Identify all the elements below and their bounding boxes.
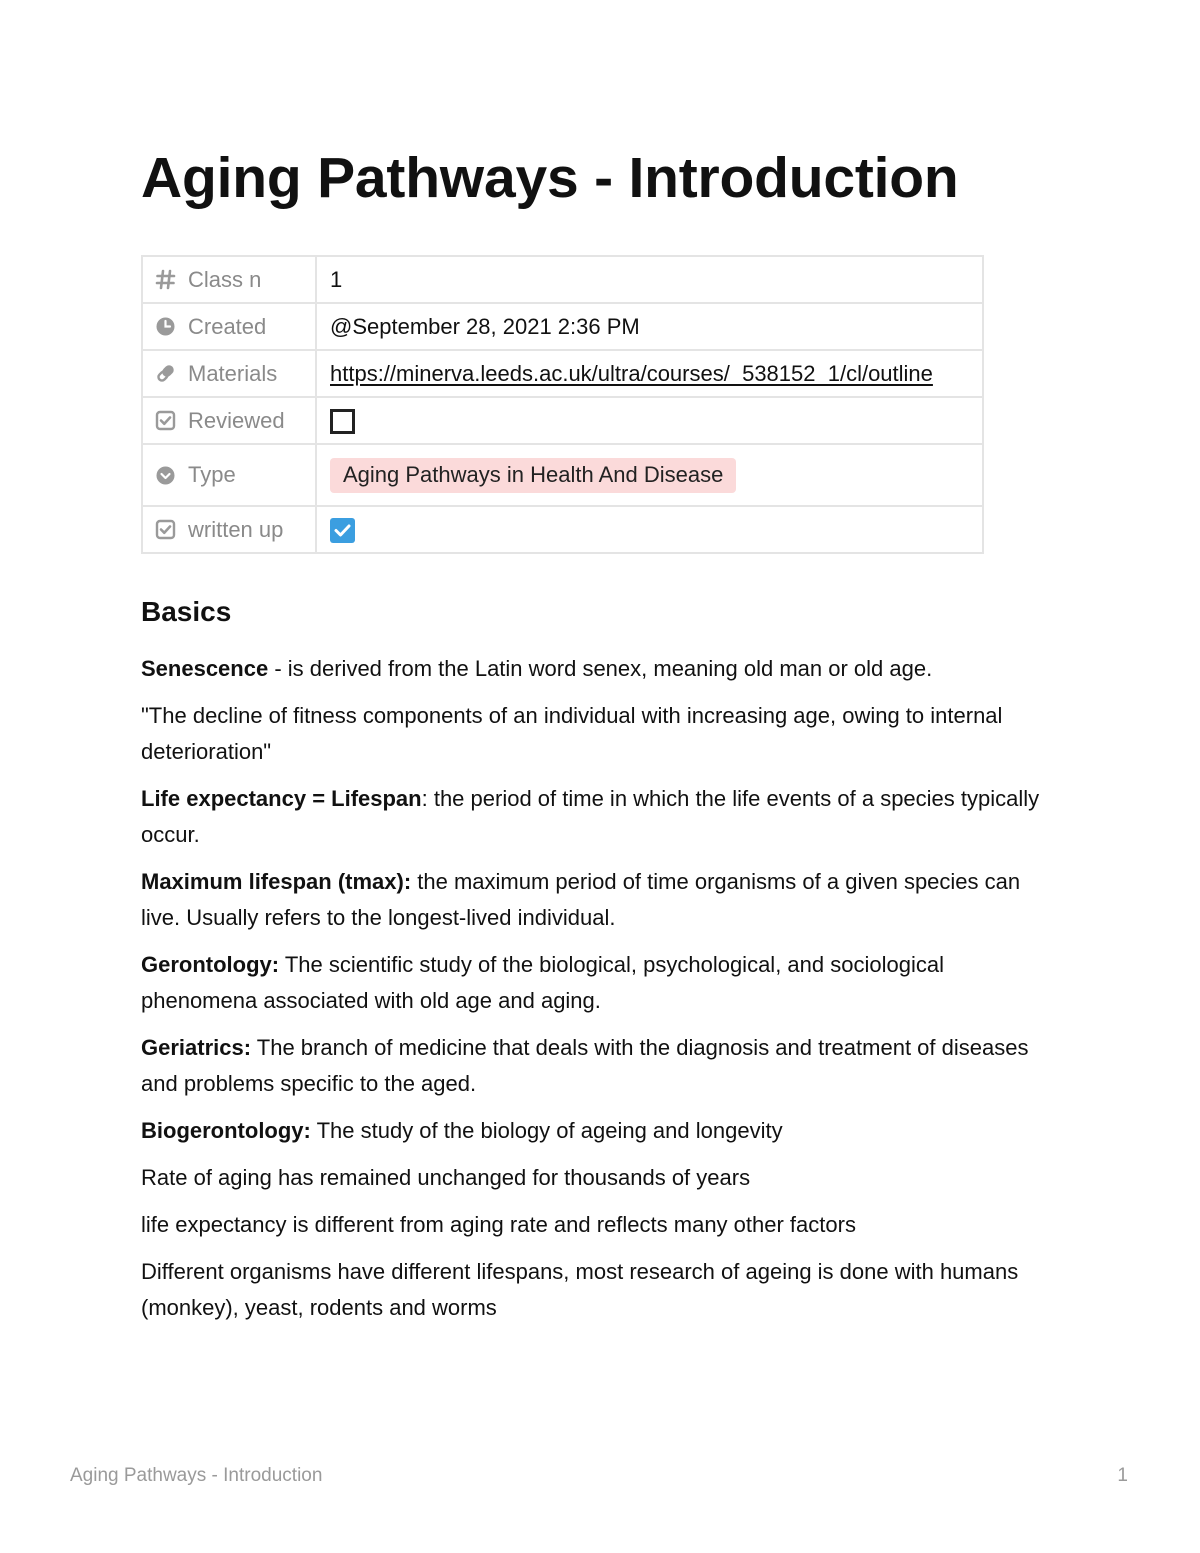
definition: - is derived from the Latin word senex, meaning old man or old age. bbox=[268, 656, 933, 681]
term: Maximum lifespan (tmax): bbox=[141, 869, 412, 894]
checkbox-icon bbox=[155, 410, 176, 431]
definition: The scientific study of the biological, psychological, and sociological phenomena associated with old age and aging. bbox=[141, 952, 944, 1013]
property-row-reviewed bbox=[142, 397, 983, 444]
paragraph-maximum-lifespan bbox=[141, 864, 1041, 936]
materials-link[interactable]: https://minerva.leeds.ac.uk/ultra/courses/_538152_1/cl/outline bbox=[330, 360, 933, 386]
term: Biogerontology: bbox=[141, 1118, 311, 1143]
property-row-materials bbox=[142, 350, 983, 397]
created-date: @September 28, 2021 2:36 PM bbox=[330, 313, 640, 339]
clock-icon bbox=[155, 316, 176, 337]
property-value-type bbox=[316, 444, 983, 506]
paragraph-biogerontology bbox=[141, 1113, 1041, 1149]
properties-table bbox=[141, 255, 984, 554]
property-value-reviewed bbox=[316, 397, 983, 444]
paragraph-geriatrics bbox=[141, 1030, 1041, 1102]
definition: : the period of time in which the life events of a species typically occur. bbox=[141, 786, 1040, 847]
hash-icon bbox=[155, 269, 176, 290]
written-up-checkbox[interactable] bbox=[330, 518, 355, 543]
property-key bbox=[142, 444, 316, 506]
page-number: 1 bbox=[1117, 1465, 1128, 1486]
page-title: Aging Pathways - Introduction bbox=[141, 146, 959, 210]
property-row-class-n bbox=[142, 256, 983, 303]
property-label-type: Type bbox=[188, 462, 236, 487]
property-label-written-up: written up bbox=[188, 516, 284, 542]
page-content bbox=[141, 592, 1041, 1337]
property-label-materials: Materials bbox=[188, 360, 278, 386]
property-label-created: Created bbox=[188, 313, 267, 339]
paragraph-organisms bbox=[141, 1254, 1041, 1326]
property-label-reviewed: Reviewed bbox=[188, 407, 285, 433]
property-value-class-n[interactable] bbox=[316, 256, 983, 303]
section-heading: Basics bbox=[141, 596, 232, 627]
paragraph-life-expectancy bbox=[141, 781, 1041, 853]
note-text: Different organisms have different lifespans, most research of ageing is done with humans (monkey), yeast, rodents and worms bbox=[141, 1259, 1019, 1320]
link-icon bbox=[155, 363, 176, 384]
paragraph-senescence bbox=[141, 651, 1041, 687]
definition: The study of the biology of ageing and longevity bbox=[310, 1118, 783, 1143]
property-key bbox=[142, 506, 316, 553]
quote-text: "The decline of fitness components of an individual with increasing age, owing to internal deterioration" bbox=[141, 703, 1003, 764]
property-key bbox=[142, 256, 316, 303]
term: Geriatrics: bbox=[141, 1035, 252, 1060]
term: Gerontology: bbox=[141, 952, 280, 977]
note-text: life expectancy is different from aging rate and reflects many other factors bbox=[141, 1212, 856, 1237]
property-key bbox=[142, 397, 316, 444]
property-value-created bbox=[316, 303, 983, 350]
class-number: 1 bbox=[330, 266, 343, 292]
property-row-type bbox=[142, 444, 983, 506]
term: Life expectancy = Lifespan bbox=[141, 786, 422, 811]
paragraph-rate-of-aging bbox=[141, 1160, 1041, 1196]
checkmark-icon bbox=[330, 518, 355, 543]
property-row-created bbox=[142, 303, 983, 350]
checkbox-icon bbox=[155, 519, 176, 540]
paragraph-gerontology bbox=[141, 947, 1041, 1019]
term: Senescence bbox=[141, 656, 269, 681]
type-tag[interactable]: Aging Pathways in Health And Disease bbox=[330, 458, 736, 493]
property-label-class-n: Class n bbox=[188, 266, 262, 292]
property-value-written-up bbox=[316, 506, 983, 553]
footer-title: Aging Pathways - Introduction bbox=[70, 1465, 323, 1486]
definition: the maximum period of time organisms of a given species can live. Usually refers to the longest-lived individual. bbox=[141, 869, 1021, 930]
paragraph-life-expectancy-note bbox=[141, 1207, 1041, 1243]
property-key bbox=[142, 303, 316, 350]
note-text: Rate of aging has remained unchanged for thousands of years bbox=[141, 1165, 751, 1190]
property-value-materials bbox=[316, 350, 983, 397]
select-icon bbox=[155, 465, 176, 486]
property-row-written-up bbox=[142, 506, 983, 553]
reviewed-checkbox[interactable] bbox=[330, 409, 355, 434]
property-key bbox=[142, 350, 316, 397]
paragraph-quote bbox=[141, 698, 1041, 770]
definition: The branch of medicine that deals with the diagnosis and treatment of diseases and problems specific to the aged. bbox=[141, 1035, 1029, 1096]
